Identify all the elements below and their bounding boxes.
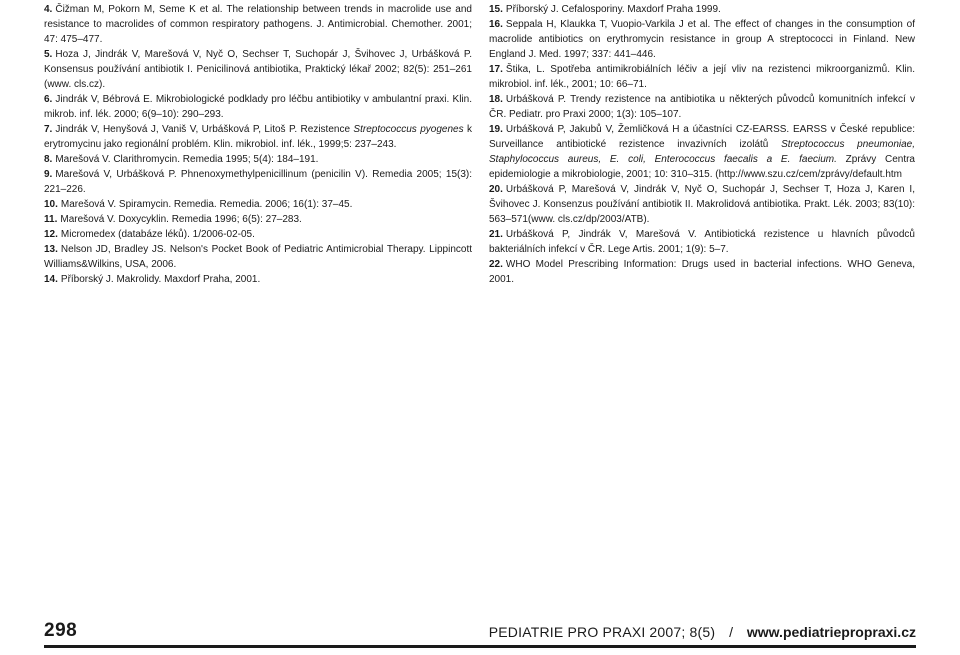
reference-number: 22. xyxy=(489,259,503,270)
references-left-column xyxy=(44,2,472,287)
reference-item xyxy=(44,92,472,122)
reference-text: Čižman M, Pokorn M, Seme K et al. The relationship between trends in macrolide use and resistance to macrolides of common respiratory pathogens. J. Antimicrobial. Chemother. 2001; 47: 475–477. xyxy=(44,4,472,45)
journal-footer xyxy=(489,624,916,640)
reference-item xyxy=(44,212,472,227)
reference-item xyxy=(44,227,472,242)
reference-text: Hoza J, Jindrák V, Marešová V, Nyč O, Sechser T, Suchopár J, Švihovec J, Urbášková P. Konsensus používání antibiotik I. Penicilinová antibiotika, Praktický lékař 2002; 82(5): 251–261 (www. cls.cz). xyxy=(44,49,472,90)
reference-number: 11. xyxy=(44,214,58,225)
reference-item xyxy=(489,62,915,92)
reference-text: WHO Model Prescribing Information: Drugs used in bacterial infections. WHO Geneva, 2001. xyxy=(489,259,915,285)
reference-text: Příborský J. Makrolidy. Maxdorf Praha, 2001. xyxy=(60,274,261,285)
reference-text: Nelson JD, Bradley JS. Nelson's Pocket Book of Pediatric Antimicrobial Therapy. Lippincott Williams&Wilkins, USA, 2006. xyxy=(44,244,472,270)
reference-text-italic: Streptococcus pneumoniae, Staphylococcus aureus, E. coli, Enterococcus faecalis a E. faecium. xyxy=(489,139,916,165)
reference-text: Urbášková P. Trendy rezistence na antibiotika u některých původců komunitních infekcí v ČR. Pediatr. pro Praxi 2000; 1(3): 105–107. xyxy=(489,94,915,120)
reference-number: 13. xyxy=(44,244,58,255)
page-number: 298 xyxy=(44,620,78,641)
reference-number: 6. xyxy=(44,94,53,105)
journal-name: PEDIATRIE PRO PRAXI xyxy=(488,624,646,640)
reference-number: 18. xyxy=(489,94,503,105)
reference-text: Urbášková P, Jindrák V, Marešová V. Antibiotická rezistence u hlavních původců bakteriálních infekcí v ČR. Lege Artis. 2001; 1(9): 5–7. xyxy=(489,229,915,255)
reference-text: Zprávy Centra epidemiologie a mikrobiologie, 2001; 10: 310–315. (http://www.szu.cz/cem/zprávy/default.htm xyxy=(489,154,915,180)
reference-text: Marešová V. Spiramycin. Remedia. Remedia. 2006; 16(1): 37–45. xyxy=(60,199,353,210)
reference-number: 12. xyxy=(44,229,58,240)
reference-text: Micromedex (databáze léků). 1/2006-02-05. xyxy=(60,229,255,240)
reference-number: 15. xyxy=(489,4,503,15)
reference-text: Urbášková P, Marešová V, Jindrák V, Nyč O, Suchopár J, Sechser T, Hoza J, Karen I, Švihovec J. Konsenzus používání antibiotik II. Makrolidová antibiotika. Prakt. Lék. 2003; 83(10): 563–571(www. cls.cz/dp/2003/ATB). xyxy=(489,184,915,225)
reference-number: 4. xyxy=(44,4,53,15)
reference-number: 16. xyxy=(489,19,503,30)
reference-text-italic: Streptococcus pyogenes xyxy=(353,124,464,135)
footer-separator: / xyxy=(729,624,734,640)
reference-number: 19. xyxy=(489,124,503,135)
reference-text: Marešová V, Urbášková P. Phnenoxymethylpenicillinum (penicilin V). Remedia 2005; 15(3): 221–226. xyxy=(44,169,472,195)
reference-item xyxy=(44,122,472,152)
references-right-column xyxy=(489,2,915,287)
reference-number: 5. xyxy=(44,49,53,60)
reference-text: Jindrák V, Henyšová J, Vaniš V, Urbášková P, Litoš P. Rezistence xyxy=(55,124,354,135)
reference-text: Marešová V. Clarithromycin. Remedia 1995; 5(4): 184–191. xyxy=(55,154,319,165)
reference-number: 17. xyxy=(489,64,503,75)
reference-item xyxy=(489,257,915,287)
reference-number: 8. xyxy=(44,154,53,165)
reference-item xyxy=(489,2,915,17)
reference-number: 9. xyxy=(44,169,53,180)
journal-website[interactable]: www.pediatriepropraxi.cz xyxy=(746,624,916,640)
reference-item xyxy=(44,152,472,167)
reference-number: 10. xyxy=(44,199,58,210)
reference-item xyxy=(489,182,915,227)
reference-text: Marešová V. Doxycyklin. Remedia 1996; 6(5): 27–283. xyxy=(60,214,302,225)
reference-item xyxy=(44,242,472,272)
reference-text: k erytromycinu jako regionální problém. Klin. mikrobiol. inf. lék., 1999;5: 237–243. xyxy=(44,124,472,150)
reference-text: Štika, L. Spotřeba antimikrobiálních léčiv a její vliv na rezistenci mikroorganizmů. Klin. mikrobiol. inf. lék., 2001; 10: 66–71. xyxy=(489,64,915,90)
journal-issue: 2007; 8(5) xyxy=(649,624,716,640)
reference-item xyxy=(44,197,472,212)
reference-text: Seppala H, Klaukka T, Vuopio-Varkila J et al. The effect of changes in the consumption of macrolide antibiotics on erythromycin resistance in group A streptococci in Finland. New England J. Med. 1997; 337: 441–446. xyxy=(489,19,915,60)
footer-rule xyxy=(44,645,916,648)
reference-item xyxy=(44,2,472,47)
reference-text: Jindrák V, Bébrová E. Mikrobiologické podklady pro léčbu antibiotiky v ambulantní praxi. Klin. mikrob. inf. lék. 2000; 6(9–10): 290–293. xyxy=(44,94,472,120)
reference-number: 20. xyxy=(489,184,503,195)
reference-item xyxy=(44,47,472,92)
reference-item xyxy=(489,17,915,62)
reference-item xyxy=(44,272,472,287)
reference-number: 21. xyxy=(489,229,503,240)
reference-text: Příborský J. Cefalosporiny. Maxdorf Praha 1999. xyxy=(505,4,721,15)
reference-number: 14. xyxy=(44,274,58,285)
reference-number: 7. xyxy=(44,124,53,135)
reference-item xyxy=(44,167,472,197)
reference-item xyxy=(489,92,915,122)
reference-item xyxy=(489,122,915,182)
reference-item xyxy=(489,227,915,257)
reference-text: Urbášková P, Jakubů V, Žemličková H a účastníci CZ-EARSS. EARSS v České republice: Surveillance antibiotické rezistence invazivních izolátů xyxy=(489,124,915,150)
